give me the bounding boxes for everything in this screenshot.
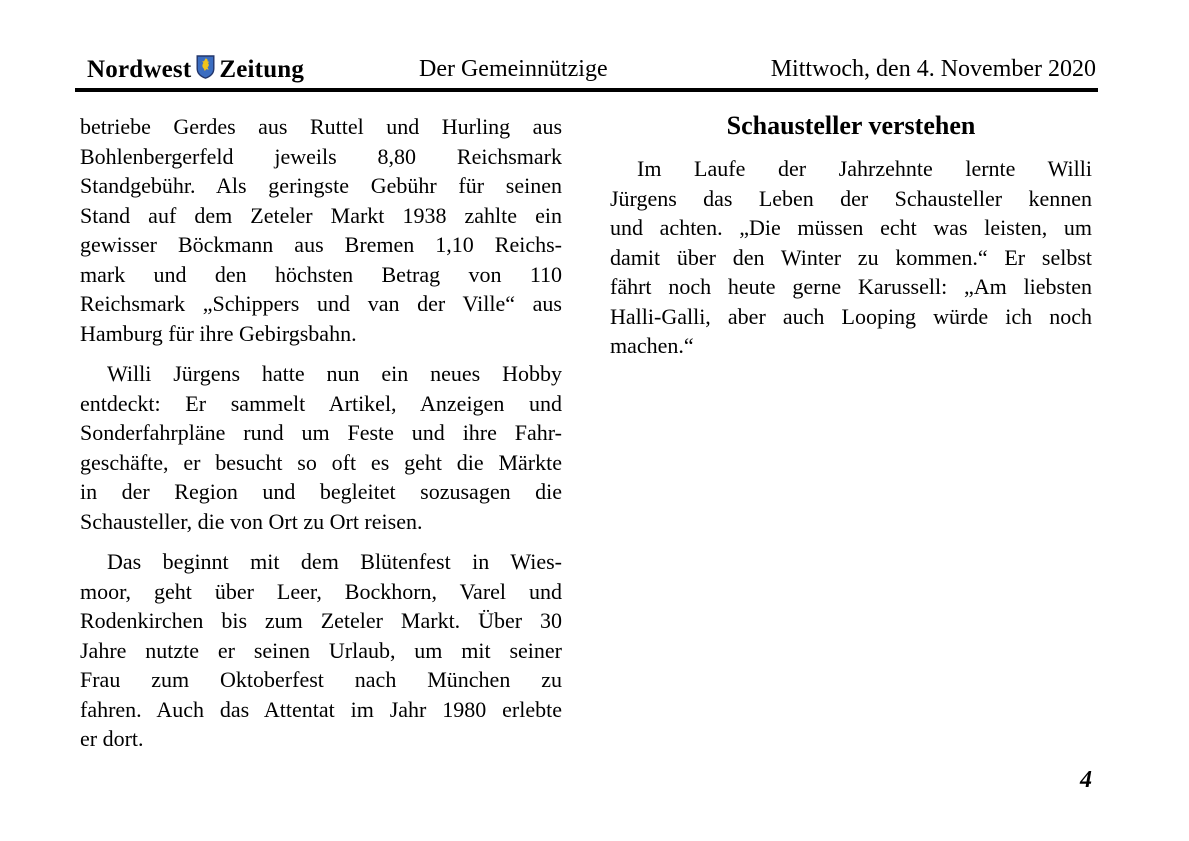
text-line: Sonderfahrpläne rund um Feste und ihre Fahr- bbox=[80, 420, 562, 445]
text-line: Jahre nutzte er seinen Urlaub, um mit seiner bbox=[80, 637, 562, 663]
right-column-body bbox=[610, 154, 1092, 361]
article-headline: Schausteller verstehen bbox=[726, 111, 976, 140]
text-line: Hamburg für ihre Gebirgsbahn. bbox=[80, 320, 357, 346]
text-line: machen.“ bbox=[610, 333, 694, 358]
left-column bbox=[80, 112, 562, 754]
page-number: 4 bbox=[1080, 767, 1092, 793]
edition-title: Der Gemeinnützige bbox=[419, 56, 608, 82]
text-line: Frau zum Oktoberfest nach München zu bbox=[80, 667, 562, 692]
paragraph bbox=[610, 154, 1092, 361]
text-line: damit über den Winter zu kommen.“ Er selbst bbox=[610, 244, 1092, 270]
page-header bbox=[75, 54, 1098, 88]
coat-of-arms-icon bbox=[196, 55, 215, 86]
brand-right-label: Zeitung bbox=[219, 55, 305, 83]
right-column bbox=[610, 110, 1092, 361]
text-line: in der Region und begleitet sozusagen die bbox=[80, 479, 562, 504]
text-line: Bohlenbergerfeld jeweils 8,80 Reichsmark bbox=[80, 143, 562, 169]
text-line: fährt noch heute gerne Karussell: „Am liebsten bbox=[610, 274, 1092, 299]
text-line: entdeckt: Er sammelt Artikel, Anzeigen und bbox=[80, 390, 562, 416]
text-line: betriebe Gerdes aus Ruttel und Hurling aus bbox=[80, 114, 562, 139]
paragraph bbox=[80, 547, 562, 754]
text-line: Jürgens das Leben der Schausteller kennen bbox=[610, 185, 1092, 211]
newspaper-name bbox=[87, 54, 304, 85]
text-line: Halli-Galli, aber auch Looping würde ich noch bbox=[610, 303, 1092, 329]
text-line: fahren. Auch das Attentat im Jahr 1980 erlebte bbox=[80, 696, 562, 722]
text-line: moor, geht über Leer, Bockhorn, Varel und bbox=[80, 578, 562, 604]
brand-left-label: Nordwest bbox=[87, 55, 192, 83]
text-line: Standgebühr. Als geringste Gebühr für seinen bbox=[80, 173, 562, 198]
text-line: Schausteller, die von Ort zu Ort reisen. bbox=[80, 508, 423, 534]
text-line: mark und den höchsten Betrag von 110 bbox=[80, 261, 562, 287]
paragraph bbox=[80, 112, 562, 348]
header-divider-rule bbox=[75, 88, 1098, 92]
text-line: gewisser Böckmann aus Bremen 1,10 Reichs- bbox=[80, 232, 562, 257]
text-line: Reichsmark „Schippers und van der Ville“ aus bbox=[80, 291, 562, 316]
paragraph bbox=[80, 359, 562, 536]
text-line: er dort. bbox=[80, 726, 144, 751]
text-line: Willi Jürgens hatte nun ein neues Hobby bbox=[107, 361, 562, 386]
text-line: Rodenkirchen bis zum Zeteler Markt. Über 30 bbox=[80, 608, 562, 633]
text-line: geschäfte, er besucht so oft es geht die Märkte bbox=[80, 449, 562, 475]
text-line: Das beginnt mit dem Blütenfest in Wies- bbox=[107, 549, 562, 574]
text-line: und achten. „Die müssen echt was leisten, um bbox=[610, 215, 1092, 240]
text-line: Im Laufe der Jahrzehnte lernte Willi bbox=[637, 156, 1092, 181]
issue-date: Mittwoch, den 4. November 2020 bbox=[770, 56, 1096, 82]
text-line: Stand auf dem Zeteler Markt 1938 zahlte ein bbox=[80, 202, 562, 228]
